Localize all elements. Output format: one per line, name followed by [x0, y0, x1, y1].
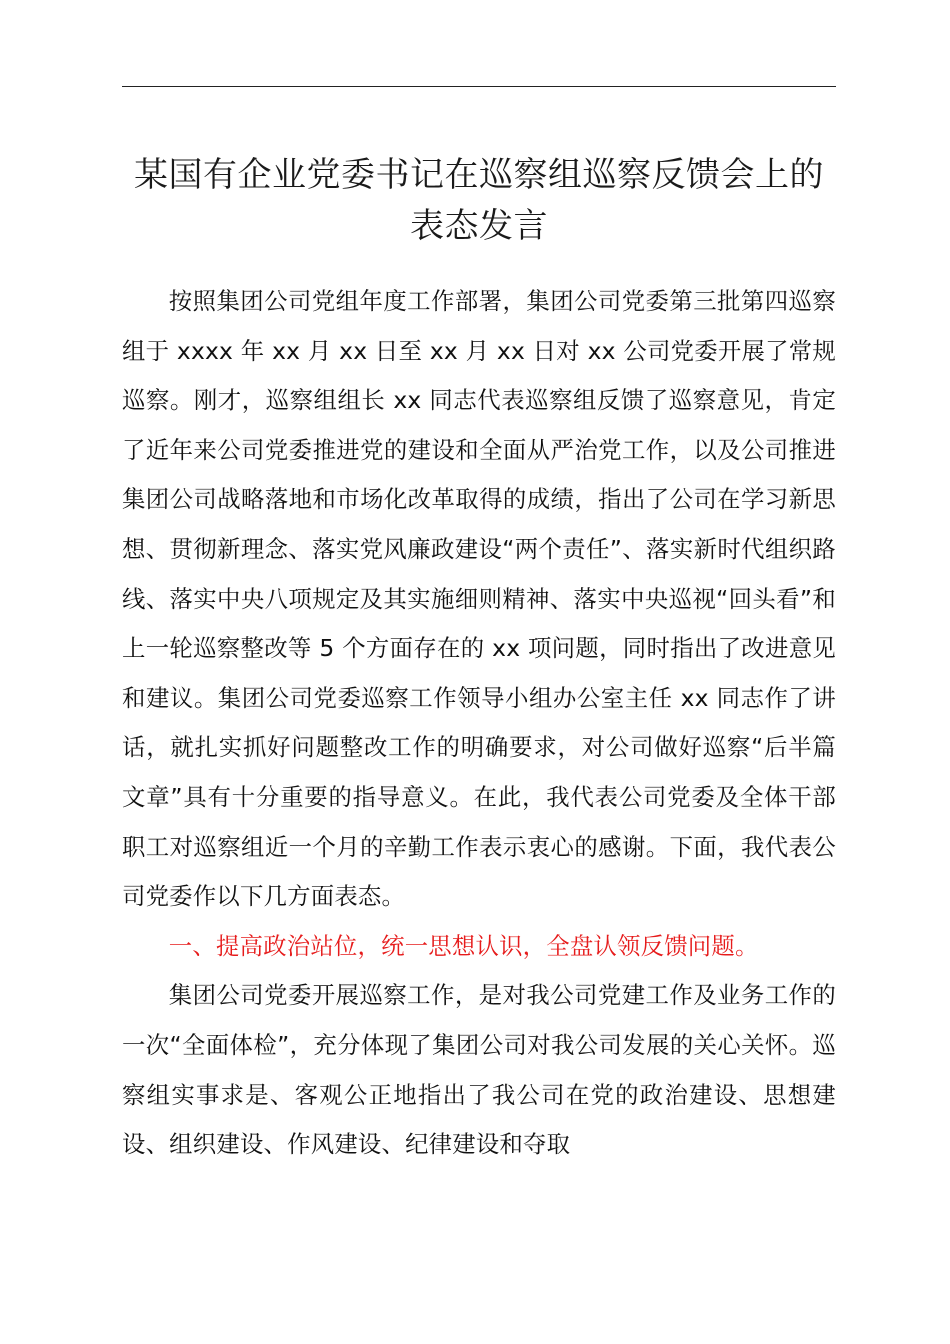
document-title [110, 150, 848, 252]
title-line-1: 某国有企业党委书记在巡察组巡察反馈会上的 [134, 155, 824, 195]
section-heading-1: 一、提高政治站位，统一思想认识，全盘认领反馈问题。 [168, 931, 759, 960]
intro-paragraph: 按照集团公司党组年度工作部署，集团公司党委第三批第四巡察组于 xxxx 年 xx 月 xx 日至 xx 月 xx 日对 xx 公司党委开展了常规巡察。刚才，巡察组组长 xx 同志代表巡察组反馈了巡察意见，肯定了近年来公司党委推进党的建设和全面从严治党工作，以及公司推进集团公司战略落地和市场化改革取得的成绩，指出了公司在学习新思想、贯彻新理念、落实党风廉政建设“两个责任”、落实新时代组织路线、落实中央八项规定及其实施细则精神、落实中央巡视“回头看”和上一轮巡察整改等 5 个方面存在的 xx 项问题，同时指出了改进意见和建议。集团公司党委巡察工作领导小组办公室主任 xx 同志作了讲话，就扎实抓好问题整改工作的明确要求，对公司做好巡察“后半篇文章”具有十分重要的指导意义。在此，我代表公司党委及全体干部职工对巡察组近一个月的辛勤工作表示衷心的感谢。下面，我代表公司党委作以下几方面表态。 [122, 287, 836, 911]
section-1-paragraph: 集团公司党委开展巡察工作，是对我公司党建工作及业务工作的一次“全面体检”，充分体现了集团公司对我公司发展的关心关怀。巡察组实事求是、客观公正地指出了我公司在党的政治建设、思想建设、组织建设、作风建设、纪律建设和夺取 [122, 981, 836, 1159]
document-body [122, 277, 836, 1170]
header-rule [122, 86, 836, 87]
title-line-2: 表态发言 [410, 206, 548, 246]
